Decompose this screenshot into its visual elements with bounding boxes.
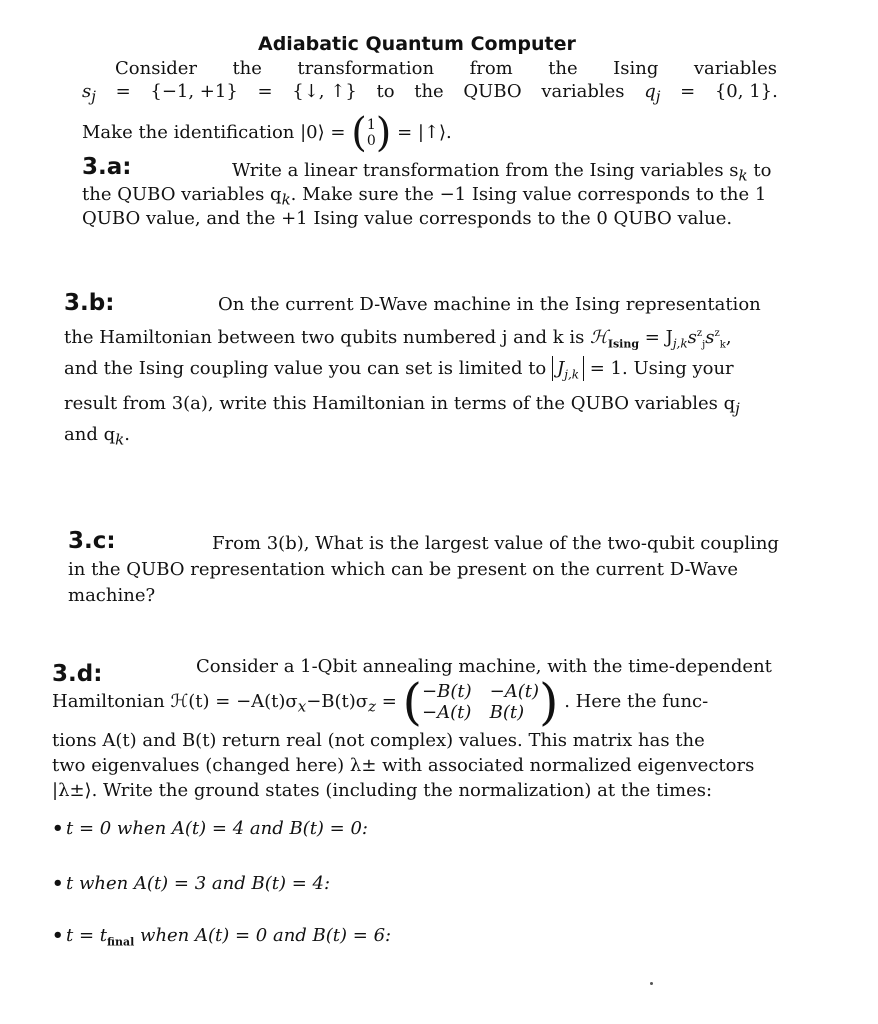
right-paren: ) <box>375 110 392 156</box>
section-a-line-3: QUBO value, and the +1 Ising value corresponds to the 0 QUBO value. <box>82 208 733 229</box>
section-b-line-4: result from 3(a), write this Hamiltonian in terms of the QUBO variables $q_j$ <box>64 393 740 418</box>
intro-word: variables <box>541 81 625 102</box>
intro-word: from <box>469 58 513 79</box>
left-paren: ( <box>402 673 423 731</box>
section-b-line-2: the Hamiltonian between two qubits numbered j and k is ℋ$_{Ising}$ = $J_{j,k}s^z_js^z_k$, <box>64 327 732 351</box>
intro-line-1 <box>115 58 777 80</box>
intro-word: Consider <box>115 58 197 79</box>
ising-set: {−1, +1} <box>150 81 238 102</box>
section-d-label: 3.d: <box>52 661 103 687</box>
left-paren: ( <box>351 110 367 156</box>
intro-line-2 <box>82 81 778 108</box>
section-b-line-3: and the Ising coupling value you can set is limited to $J_{j,k} = 1$. Using your <box>64 358 734 382</box>
section-b-line-5: and $q_k$. <box>64 424 130 449</box>
equals-sign: = <box>115 81 131 102</box>
section-c-label: 3.c: <box>68 528 116 554</box>
section-b-label-line <box>64 292 114 316</box>
section-a-line-2: the QUBO variables $q_k$. Make sure the −1 Ising value corresponds to the 1 <box>82 184 767 209</box>
bullet-icon: • <box>52 818 64 839</box>
section-a-label: 3.a: <box>82 154 132 180</box>
section-d-line-4: two eigenvalues (changed here) λ± with associated normalized eigenvectors <box>52 755 755 776</box>
qubo-var: $q_j$ <box>644 81 661 106</box>
bullet-icon: • <box>52 925 64 946</box>
section-a-line-1: Write a linear transformation from the Ising variables $s_k$ to <box>232 160 772 185</box>
matrix-entry: B(t) <box>489 702 525 723</box>
equals-sign: = <box>680 81 696 102</box>
intro-word: the <box>232 58 262 79</box>
identification-result: = |↑⟩. <box>397 122 452 143</box>
bullet-item: • t when A(t) = 3 and B(t) = 4: <box>52 873 331 894</box>
intro-word: QUBO <box>463 81 522 102</box>
matrix-entry: −B(t) <box>422 681 472 702</box>
section-c-line-1: From 3(b), What is the largest value of the two-qubit coupling <box>212 533 779 554</box>
section-d-line-1: Consider a 1-Qbit annealing machine, with the time-dependent <box>196 656 772 677</box>
stray-mark <box>650 982 653 985</box>
bullet-icon: • <box>52 873 64 894</box>
section-d-line-5: |λ±⟩. Write the ground states (including the normalization) at the times: <box>52 780 713 801</box>
intro-line-3 <box>82 110 452 156</box>
section-d-hamiltonian: Hamiltonian ℋ(t) = $-A(t)\sigma_x-B(t)\sigma_z$ = ( −B(t) −A(t) −A(t) B(t) ) . Here the func- <box>52 673 709 731</box>
page-title: Adiabatic Quantum Computer <box>258 33 576 55</box>
section-a-label-line <box>82 156 131 180</box>
matrix-entry: −A(t) <box>422 702 472 723</box>
right-paren: ) <box>538 673 559 731</box>
bullet-item: • t = 0 when A(t) = 4 and B(t) = 0: <box>52 818 368 839</box>
spin-set: {↓, ↑} <box>292 81 357 102</box>
column-vector: 1 0 <box>366 117 376 149</box>
section-c-line-3: machine? <box>68 585 156 606</box>
matrix-entry: −A(t) <box>489 681 539 702</box>
hamiltonian-matrix <box>422 681 539 723</box>
abs-coupling: $J_{j,k}$ <box>552 356 584 381</box>
intro-word: transformation <box>297 58 435 79</box>
qubo-set: {0, 1}. <box>714 81 778 102</box>
section-c-line-2: in the QUBO representation which can be present on the current D-Wave <box>68 559 739 580</box>
section-b-label: 3.b: <box>64 290 115 316</box>
intro-word: the <box>548 58 578 79</box>
bullet-item: • $t = t_{final}$ when A(t) = 0 and B(t) = 6: <box>52 925 392 949</box>
intro-word: Ising <box>613 58 659 79</box>
section-b-line-1: On the current D-Wave machine in the Ising representation <box>218 294 761 315</box>
identification-text: Make the identification |0⟩ = <box>82 122 346 143</box>
intro-word: to <box>376 81 395 102</box>
intro-word: variables <box>693 58 777 79</box>
equals-sign: = <box>257 81 273 102</box>
section-d-line-3: tions A(t) and B(t) return real (not complex) values. This matrix has the <box>52 730 705 751</box>
section-c-label-line <box>68 530 116 554</box>
intro-word: the <box>414 81 444 102</box>
ising-var: $s_j$ <box>82 81 96 106</box>
